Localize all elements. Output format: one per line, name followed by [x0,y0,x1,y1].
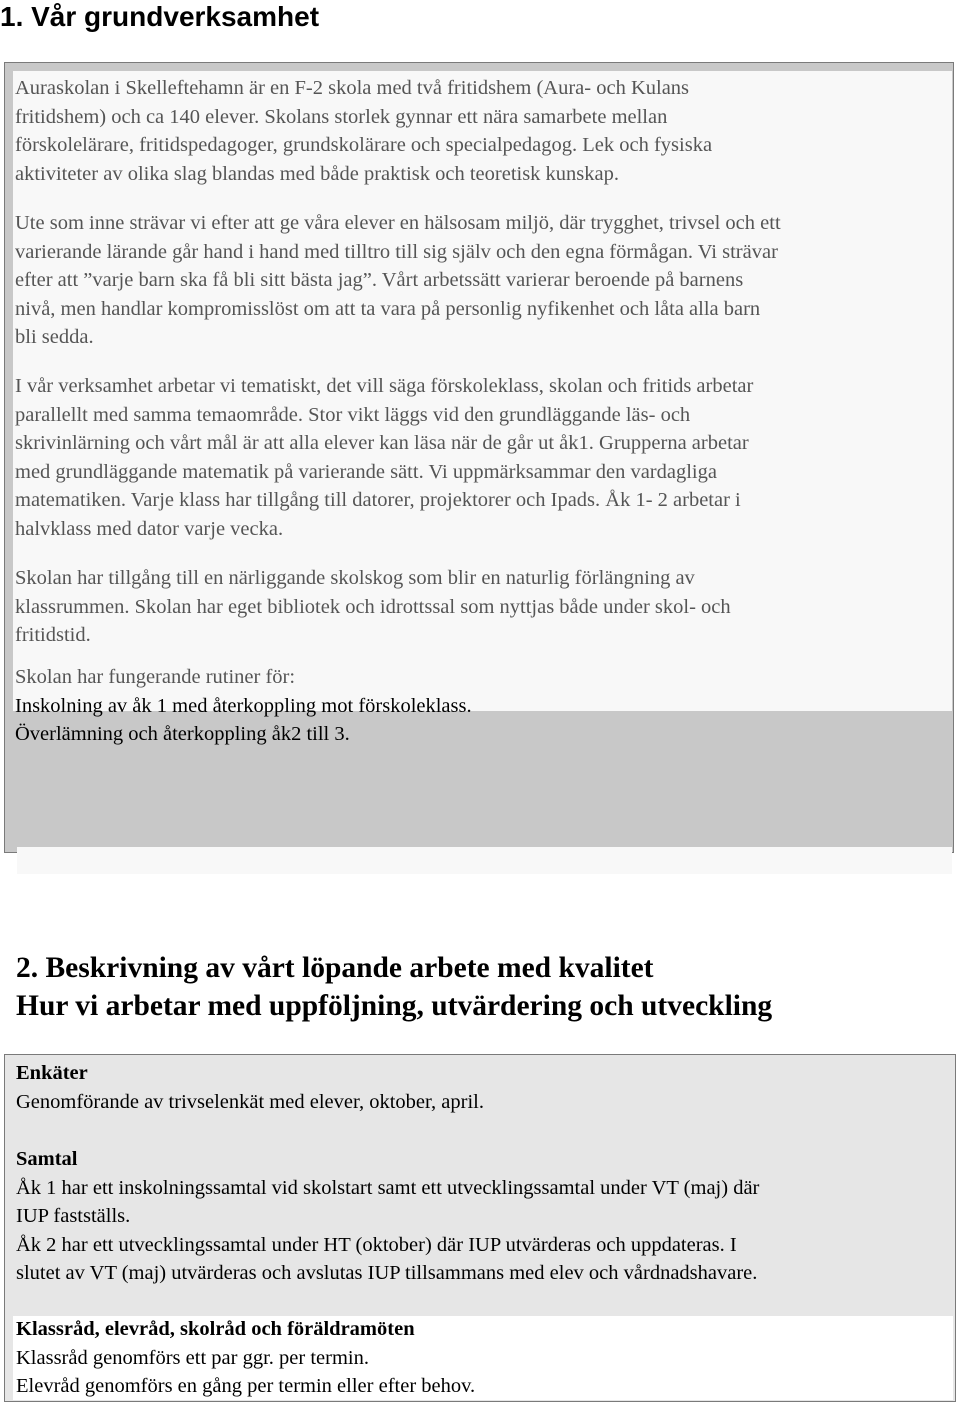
p4-line-3: fritidstid. [15,624,91,647]
p4-line-2: klassrummen. Skolan har eget bibliotek och idrottssal som nyttjas både under skol- och [15,595,731,618]
p4-line-1: Skolan har tillgång till en närliggande skolskog som blir en naturlig förlängning av [15,567,695,589]
section2-subheading: Hur vi arbetar med uppföljning, utvärdering och utveckling [16,990,773,1022]
p3-line-3: skrivinlärning och vårt mål är att alla elever kan läsa när de går ut åk1. Grupperna arbetar [15,432,749,455]
block-title-enkater: Enkäter [16,1062,88,1084]
section1-blank-row [17,847,952,874]
p1-line-3: förskolelärare, fritidspedagoger, grundskolärare och specialpedagog. Lek och fysiska [15,134,713,157]
block-title-klassrad: Klassråd, elevråd, skolråd och föräldramöten [16,1318,415,1340]
block-line: Elevråd genomförs en gång per termin eller efter behov. [16,1375,476,1398]
routine-item: Överlämning och återkoppling åk2 till 3. [15,723,350,746]
p2-line-5: bli sedda. [15,326,94,349]
p3-line-1: I vår verksamhet arbetar vi tematiskt, det vill säga förskoleklass, skolan och fritids arbetar [15,375,754,397]
section1-heading: 1. Vår grundverksamhet [0,1,320,32]
block-line: slutet av VT (maj) utvärderas och avslutas IUP tillsammans med elev och vårdnadshavare. [16,1262,758,1285]
p1-line-4: aktiviteter av olika slag blandas med både praktisk och teoretisk kunskap. [15,162,620,185]
p3-line-6: halvklass med dator varje vecka. [15,518,284,540]
p3-line-4: med grundläggande matematik på varierande sätt. Vi uppmärksammar den vardagliga [15,460,717,483]
routines-heading: Skolan har fungerande rutiner för: [15,666,296,688]
block-line: Åk 1 har ett inskolningssamtal vid skolstart samt ett utvecklingssamtal under VT (maj) där [16,1176,760,1199]
block-title-samtal: Samtal [16,1148,78,1170]
p2-line-3: efter att ”varje barn ska få bli sitt bästa jag”. Vårt arbetssätt varierar beroende på barnens [15,269,744,292]
p1-line-1: Auraskolan i Skelleftehamn är en F-2 skola med två fritidshem (Aura- och Kulans [15,77,690,99]
p3-line-5: matematiken. Varje klass har tillgång till datorer, projektorer och Ipads. Åk 1- 2 arbetar i [15,489,741,512]
section2-heading: 2. Beskrivning av vårt löpande arbete med kvalitet [16,952,654,984]
block-line: IUP fastställs. [16,1205,131,1228]
routine-item: Inskolning av åk 1 med återkoppling mot förskoleklass. [15,694,472,717]
block-line: Klassråd genomförs ett par ggr. per termin. [16,1346,369,1369]
p2-line-1: Ute som inne strävar vi efter att ge våra elever en hälsosam miljö, där trygghet, trivsel och ett [15,212,781,234]
p2-line-4: nivå, men handlar kompromisslöst om att ta vara på personlig nyfikenhet och låta alla barn [15,297,761,320]
block-line: Genomförande av trivselenkät med elever, oktober, april. [16,1090,484,1113]
p2-line-2: varierande lärande går hand i hand med tilltro till sig själv och den egna förmågan. Vi strävar [15,240,778,263]
p3-line-2: parallellt med samma temaområde. Stor vikt läggs vid den grundläggande läs- och [15,403,691,426]
block-line: Åk 2 har ett utvecklingssamtal under HT (oktober) där IUP utvärderas och uppdateras. I [16,1233,737,1256]
p1-line-2: fritidshem) och ca 140 elever. Skolans storlek gynnar ett nära samarbete mellan [15,105,668,128]
